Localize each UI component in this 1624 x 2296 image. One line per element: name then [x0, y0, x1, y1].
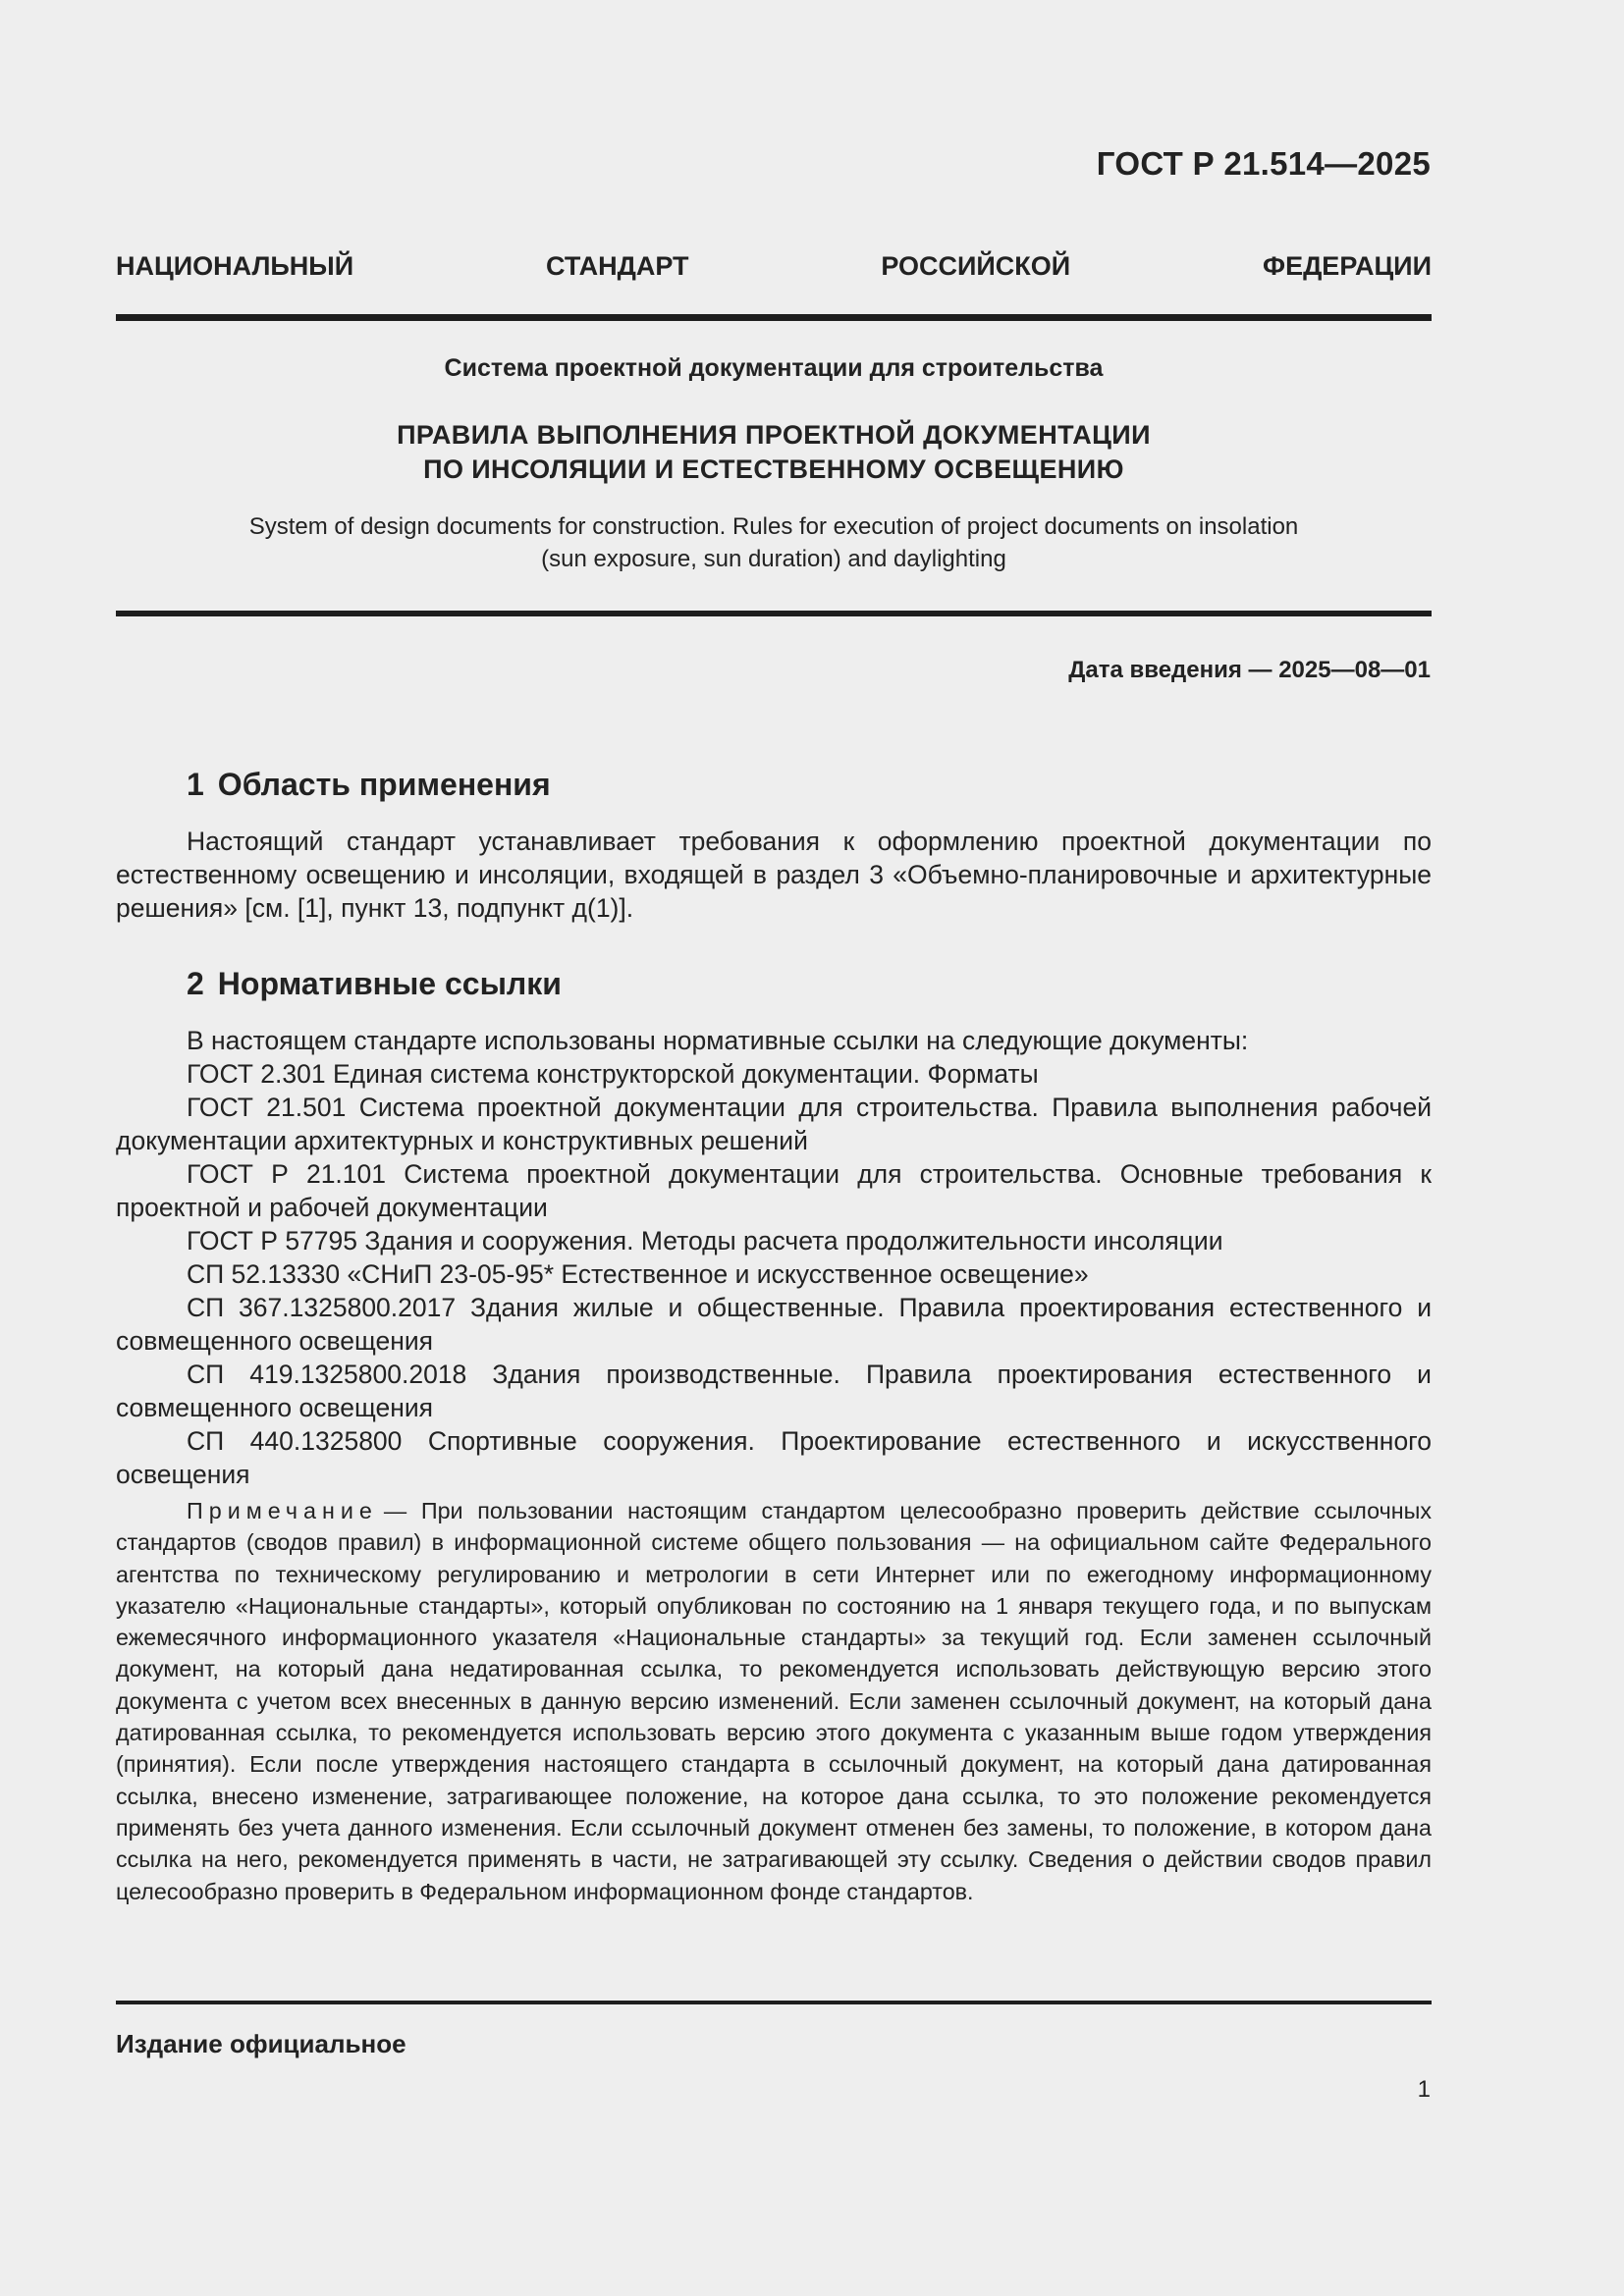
references-note [116, 1495, 1432, 1907]
top-divider [116, 314, 1432, 321]
title-divider [116, 611, 1432, 616]
reference-item: ГОСТ Р 21.101 Система проектной документации для строительства. Основные требования к проектной и рабочей документации [116, 1159, 1432, 1222]
section-2-number: 2 [187, 966, 204, 1001]
section-2-title: Нормативные ссылки [217, 966, 562, 1001]
system-name: Система проектной документации для строительства [444, 354, 1104, 382]
national-standard-banner: НАЦИОНАЛЬНЫЙ СТАНДАРТ РОССИЙСКОЙ ФЕДЕРАЦИИ [116, 251, 1432, 281]
document-number: ГОСТ Р 21.514—2025 [1096, 145, 1431, 182]
section-1-title: Область применения [217, 767, 551, 802]
note-text: — При пользовании настоящим стандартом целесообразно проверить действие ссылочных стандартов (сводов правил) в информационной системе общего пользования — на официальном сайте Федерального агентства по техническому регулированию и метрологии в сети Интернет или по ежегодному информационному указателю «Национальные стандарты», который опубликован по состоянию на 1 января текущего года, и по выпускам ежемесячного информационного указателя «Национальные стандарты» за текущий год. Если заменен ссылочный документ, на который дана недатированная ссылка, то рекомендуется использовать действующую версию этого документа с учетом всех внесенных в данную версию изменений. Если заменен ссылочный документ, на который дана датированная ссылка, то рекомендуется использовать версию этого документа с указанным выше годом утверждения (принятия). Если после утверждения настоящего стандарта в ссылочный документ, на который дана датированная ссылка, внесено изменение, затрагивающее положение, на которое дана ссылка, то это положение рекомендуется применять без учета данного изменения. Если ссылочный документ отменен без замены, то положение, в котором дана ссылка на него, рекомендуется применять в части, не затрагивающей эту ссылку. Сведения о действии сводов правил целесообразно проверить в Федеральном информационном фонде стандартов. [116, 1498, 1432, 1904]
references-intro: В настоящем стандарте использованы нормативные ссылки на следующие документы: [187, 1026, 1249, 1055]
reference-item: СП 419.1325800.2018 Здания производственные. Правила проектирования естественного и совмещенного освещения [116, 1360, 1432, 1422]
official-edition-label: Издание официальное [116, 2029, 406, 2058]
reference-item: СП 440.1325800 Спортивные сооружения. Проектирование естественного и искусственного освещения [116, 1426, 1432, 1489]
section-1-body [116, 825, 1432, 925]
english-title [116, 510, 1432, 575]
note-label: Примечание [187, 1498, 378, 1523]
document-title-line2: ПО ИНСОЛЯЦИИ И ЕСТЕСТВЕННОМУ ОСВЕЩЕНИЮ [423, 454, 1124, 484]
reference-item: СП 367.1325800.2017 Здания жилые и общественные. Правила проектирования естественного и совмещенного освещения [116, 1293, 1432, 1356]
reference-item: ГОСТ 2.301 Единая система конструкторской документации. Форматы [187, 1059, 1039, 1089]
footer-divider [116, 2001, 1432, 2004]
section-1-number: 1 [187, 767, 204, 802]
section-1-heading [187, 767, 551, 803]
reference-item: ГОСТ Р 57795 Здания и сооружения. Методы расчета продолжительности инсоляции [187, 1226, 1223, 1255]
document-title-line1: ПРАВИЛА ВЫПОЛНЕНИЯ ПРОЕКТНОЙ ДОКУМЕНТАЦИИ [397, 420, 1151, 450]
document-title [116, 418, 1432, 487]
english-title-line2: (sun exposure, sun duration) and daylighting [541, 546, 1006, 572]
english-title-line1: System of design documents for construction. Rules for execution of project documents on insolation [248, 513, 1299, 540]
reference-item: СП 52.13330 «СНиП 23-05-95* Естественное и искусственное освещение» [187, 1259, 1089, 1289]
page-number: 1 [1417, 2076, 1431, 2103]
section-1-paragraph: Настоящий стандарт устанавливает требования к оформлению проектной документации по естественному освещению и инсоляции, входящей в раздел 3 «Объемно-планировочные и архитектурные решения» [см. [1], пункт 13, подпункт д(1)]. [116, 827, 1432, 923]
reference-item: ГОСТ 21.501 Система проектной документации для строительства. Правила выполнения рабочей документации архитектурных и конструктивных решений [116, 1093, 1432, 1155]
section-2-heading [187, 966, 562, 1002]
section-2-body [116, 1024, 1432, 1491]
introduction-date: Дата введения — 2025—08—01 [1068, 657, 1431, 683]
